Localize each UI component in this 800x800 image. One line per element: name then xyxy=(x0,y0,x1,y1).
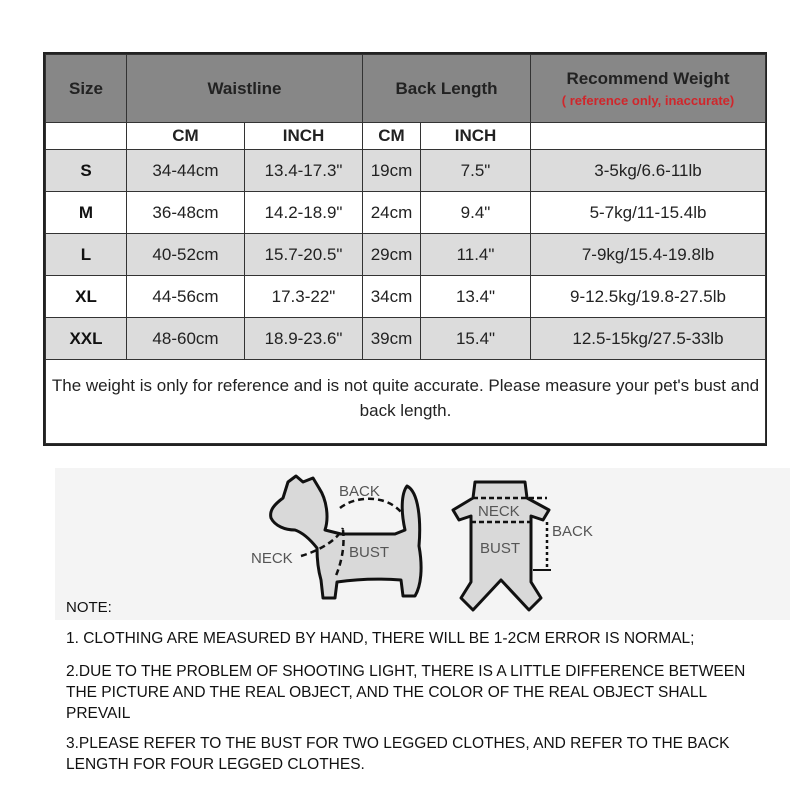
dog-back-label: BACK xyxy=(339,483,380,500)
table-row xyxy=(46,192,766,234)
waist-inch-cell: 17.3-22" xyxy=(245,276,363,318)
table-row xyxy=(46,150,766,192)
garment-neck-label: NECK xyxy=(478,503,520,520)
garment-bust-label: BUST xyxy=(480,540,521,557)
unit-cell: INCH xyxy=(421,123,531,150)
header-back-length: Back Length xyxy=(363,55,531,123)
weight-cell: 5-7kg/11-15.4lb xyxy=(531,192,766,234)
table-row xyxy=(46,234,766,276)
note-item: 1. CLOTHING ARE MEASURED BY HAND, THERE WILL BE 1-2CM ERROR IS NORMAL; xyxy=(66,630,695,647)
size-cell: XL xyxy=(46,276,127,318)
header-waistline: Waistline xyxy=(127,55,363,123)
waist-cm-cell: 44-56cm xyxy=(127,276,245,318)
back-inch-cell: 15.4" xyxy=(421,318,531,360)
waist-cm-cell: 48-60cm xyxy=(127,318,245,360)
back-inch-cell: 7.5" xyxy=(421,150,531,192)
weight-cell: 3-5kg/6.6-11lb xyxy=(531,150,766,192)
waist-inch-cell: 15.7-20.5" xyxy=(245,234,363,276)
weight-cell: 9-12.5kg/19.8-27.5lb xyxy=(531,276,766,318)
header-weight xyxy=(531,55,766,123)
table-footnote-row xyxy=(46,360,766,444)
size-cell: L xyxy=(46,234,127,276)
unit-cell: CM xyxy=(127,123,245,150)
weight-disclaimer: ( reference only, inaccurate) xyxy=(561,93,735,108)
waist-cm-cell: 34-44cm xyxy=(127,150,245,192)
back-cm-cell: 19cm xyxy=(363,150,421,192)
unit-row xyxy=(46,123,766,150)
note-item: 2.DUE TO THE PROBLEM OF SHOOTING LIGHT, THERE IS A LITTLE DIFFERENCE BETWEEN THE PICTURE AND THE REAL OBJECT, AND THE COLOR OF THE REAL OBJECT SHALL PREVAIL xyxy=(66,663,746,722)
measurement-diagram-panel xyxy=(55,468,790,620)
dog-bust-label: BUST xyxy=(349,544,390,561)
size-chart-table xyxy=(43,52,767,446)
table-row xyxy=(46,276,766,318)
waist-cm-cell: 36-48cm xyxy=(127,192,245,234)
size-cell: M xyxy=(46,192,127,234)
weight-cell: 12.5-15kg/27.5-33lb xyxy=(531,318,766,360)
back-inch-cell: 9.4" xyxy=(421,192,531,234)
back-cm-cell: 29cm xyxy=(363,234,421,276)
table-footnote: The weight is only for reference and is not quite accurate. Please measure your pet's bust and back length. xyxy=(46,360,766,444)
garment-back-label: BACK xyxy=(552,523,593,540)
table-row xyxy=(46,318,766,360)
header-size: Size xyxy=(46,55,127,123)
dog-neck-label: NECK xyxy=(251,550,293,567)
note-item: 3.PLEASE REFER TO THE BUST FOR TWO LEGGED CLOTHES, AND REFER TO THE BACK LENGTH FOR FOUR LEGGED CLOTHES. xyxy=(66,735,730,773)
unit-cell xyxy=(46,123,127,150)
back-cm-cell: 24cm xyxy=(363,192,421,234)
weight-cell: 7-9kg/15.4-19.8lb xyxy=(531,234,766,276)
size-cell: XXL xyxy=(46,318,127,360)
weight-title: Recommend Weight xyxy=(566,69,730,88)
back-inch-cell: 13.4" xyxy=(421,276,531,318)
waist-cm-cell: 40-52cm xyxy=(127,234,245,276)
back-cm-cell: 39cm xyxy=(363,318,421,360)
header-row xyxy=(46,55,766,123)
back-inch-cell: 11.4" xyxy=(421,234,531,276)
unit-cell: INCH xyxy=(245,123,363,150)
notes-list xyxy=(66,628,766,784)
measurement-diagram xyxy=(55,468,790,620)
unit-cell xyxy=(531,123,766,150)
waist-inch-cell: 13.4-17.3" xyxy=(245,150,363,192)
size-cell: S xyxy=(46,150,127,192)
waist-inch-cell: 18.9-23.6" xyxy=(245,318,363,360)
note-title: NOTE: xyxy=(66,599,112,616)
back-cm-cell: 34cm xyxy=(363,276,421,318)
unit-cell: CM xyxy=(363,123,421,150)
waist-inch-cell: 14.2-18.9" xyxy=(245,192,363,234)
